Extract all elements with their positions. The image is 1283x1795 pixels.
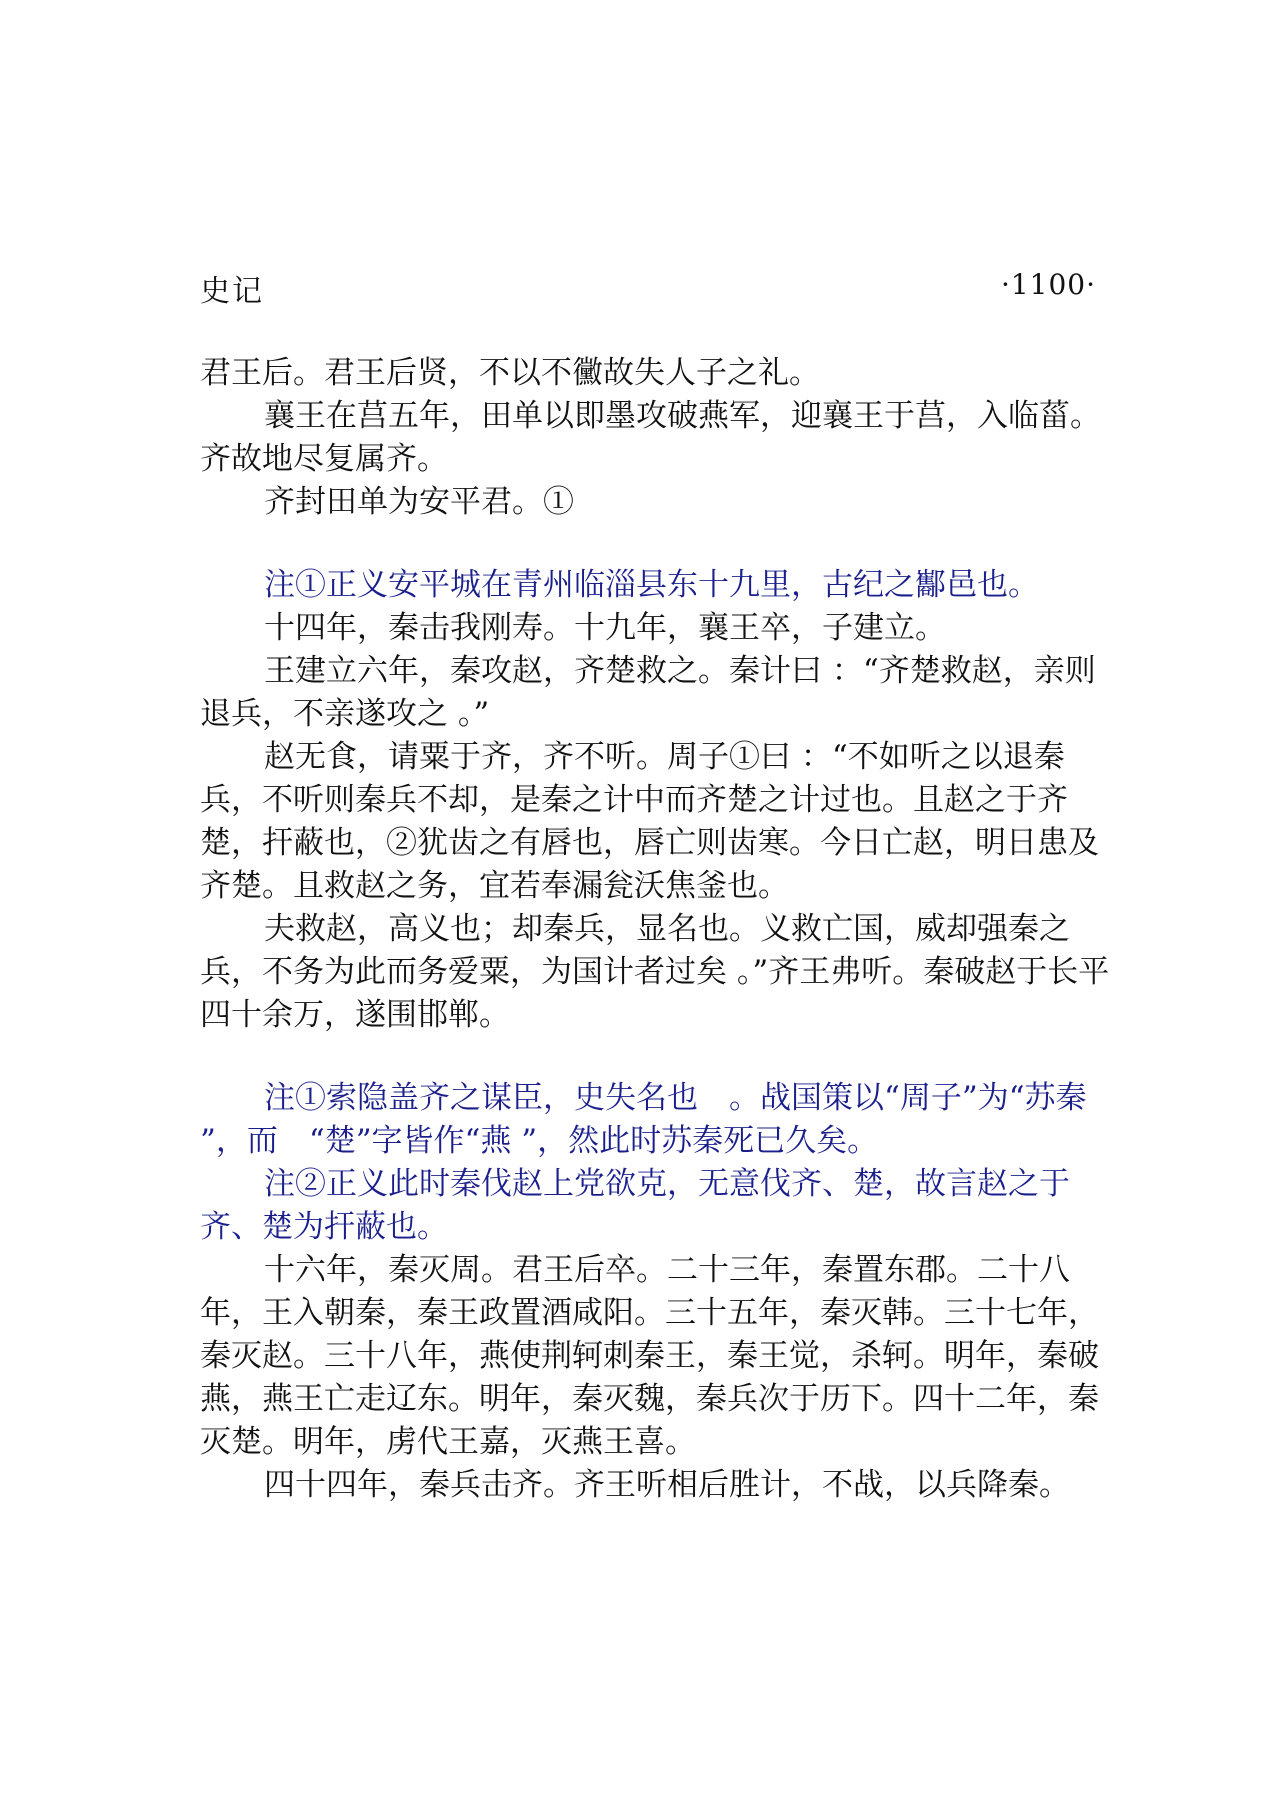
annotation-note: 注②正义此时秦伐赵上党欲克，无意伐齐、楚，故言赵之于齐、楚为扞蔽也。 [200,1166,1070,1245]
annotation-note: 注①索隐盖齐之谋臣，史失名也 。战国策以“周子”为“苏秦 ”，而 “楚”字皆作“燕 ”，然此时苏秦死已久矣。 [200,1080,1097,1159]
body-paragraph: 王建立六年，秦攻赵，齐楚救之。秦计曰 ：“齐楚救赵，亲则退兵，不亲遂攻之 。” [200,653,1096,732]
body-paragraph: 襄王在莒五年，田单以即墨攻破燕军，迎襄王于莒，入临菑。齐故地尽复属齐。 [200,398,1101,477]
page-body [200,352,1110,1507]
body-paragraph: 君王后。君王后贤，不以不黴故失人子之礼。 [200,355,820,391]
body-paragraph: 齐封田单为安平君。① [264,484,574,520]
body-paragraph: 赵无食，请粟于齐，齐不听。周子①曰 ：“不如听之以退秦兵，不听则秦兵不却，是秦之计中而齐楚之计过也。且赵之于齐楚，扞蔽也，②犹齿之有唇也，唇亡则齿寒。今日亡赵，明日患及齐楚。且救赵之务，宜若奉漏瓮沃焦釜也。 [200,739,1099,904]
annotation-note: 注①正义安平城在青州临淄县东十九里，古纪之酅邑也。 [264,567,1039,603]
body-paragraph: 夫救赵，高义也；却秦兵，显名也。义救亡国，威却强秦之兵，不务为此而务爱粟，为国计者过矣 。”齐王弗听。秦破赵于长平四十余万，遂围邯郸。 [200,911,1110,1033]
body-paragraph: 十六年，秦灭周。君王后卒。二十三年，秦置东郡。二十八年，王入朝秦，秦王政置酒咸阳。三十五年，秦灭韩。三十七年，秦灭赵。三十八年，燕使荆轲刺秦王，秦王觉，杀轲。明年，秦破燕，燕王亡走辽东。明年，秦灭魏，秦兵次于历下。四十二年，秦灭楚。明年，虏代王嘉，灭燕王喜。 [200,1252,1099,1460]
body-paragraph: 十四年，秦击我刚寿。十九年，襄王卒，子建立。 [264,610,946,646]
paragraph-gap [200,524,1110,564]
page-number: ·1100· [1000,268,1096,301]
book-title: 史记 [200,274,264,309]
page-header [200,266,1096,312]
paragraph-gap [200,1037,1110,1077]
body-paragraph: 四十四年，秦兵击齐。齐王听相后胜计，不战，以兵降秦。 [264,1467,1070,1503]
